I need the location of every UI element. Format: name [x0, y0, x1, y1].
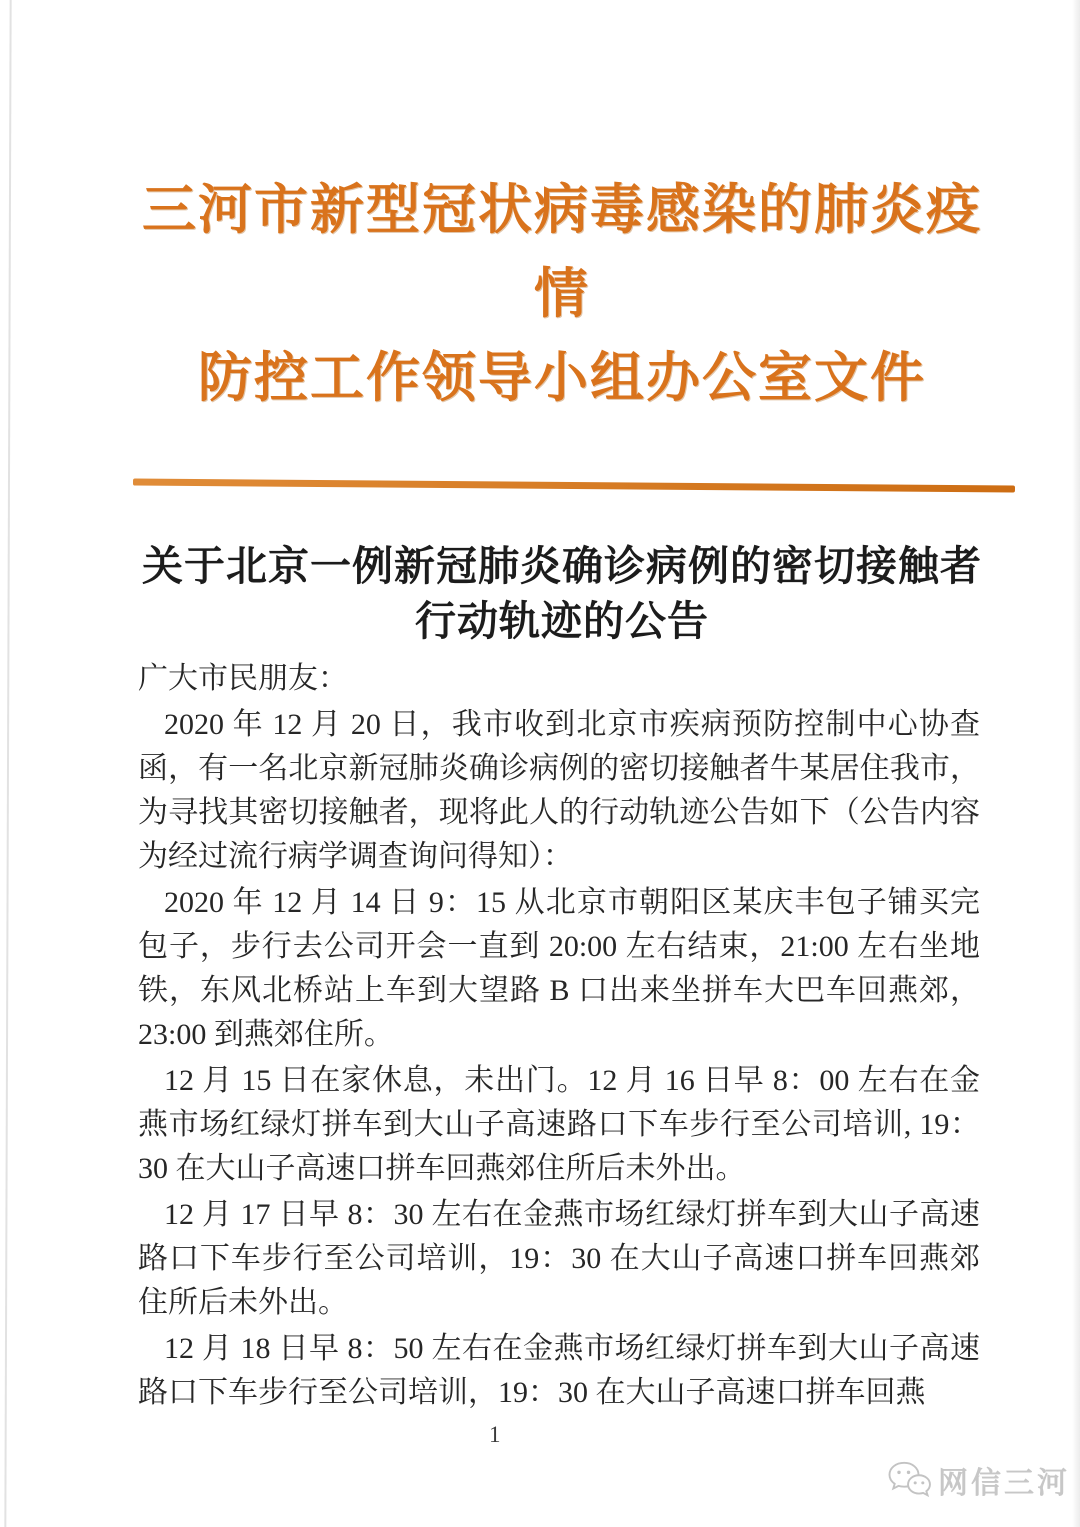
scan-edge-line — [4, 0, 11, 1527]
letterhead-line-1: 三河市新型冠状病毒感染的肺炎疫情 — [142, 180, 982, 324]
body-paragraph: 2020 年 12 月 20 日，我市收到北京市疾病预防控制中心协查函，有一名北京新冠肺炎确诊病例的密切接触者牛某居住我市，为寻找其密切接触者，现将此人的行动轨迹公告如下（公告内容为经过流行病学调查询问得知）： — [138, 708, 980, 873]
document-body — [138, 657, 980, 1415]
body-paragraph: 12 月 17 日早 8：30 左右在金燕市场红绿灯拼车到大山子高速路口下车步行至公司培训，19：30 在大山子高速口拼车回燕郊住所后未外出。 — [138, 1198, 980, 1319]
document-title — [140, 539, 984, 649]
body-paragraph: 2020 年 12 月 14 日 9：15 从北京市朝阳区某庆丰包子铺买完包子，步行去公司开会一直到 20:00 左右结束，21:00 左右坐地铁，东风北桥站上车到大望路 B 口出来坐拼车大巴车回燕郊，23:00 到燕郊住所。 — [138, 886, 980, 1051]
scan-edge-shadow — [1072, 0, 1080, 1527]
page-number: 1 — [489, 1422, 501, 1447]
wechat-logo-icon — [886, 1460, 932, 1500]
body-paragraph: 12 月 18 日早 8：50 左右在金燕市场红绿灯拼车到大山子高速路口下车步行至公司培训，19：30 在大山子高速口拼车回燕 — [138, 1332, 980, 1409]
watermark-label: 网信三河 — [938, 1467, 1070, 1500]
salutation: 广大市民朋友： — [138, 662, 348, 695]
letterhead-line-2: 防控工作领导小组办公室文件 — [198, 348, 926, 408]
document-title-line-1: 关于北京一例新冠肺炎确诊病例的密切接触者 — [142, 543, 982, 589]
letterhead-divider-rule — [133, 479, 1015, 493]
watermark — [886, 1458, 1070, 1502]
letterhead — [140, 168, 984, 420]
document-title-line-2: 行动轨迹的公告 — [415, 598, 709, 644]
body-paragraph: 12 月 15 日在家休息，未出门。12 月 16 日早 8：00 左右在金燕市场红绿灯拼车到大山子高速路口下车步行至公司培训, 19：30 在大山子高速口拼车回燕郊住所后未外出。 — [138, 1064, 980, 1185]
